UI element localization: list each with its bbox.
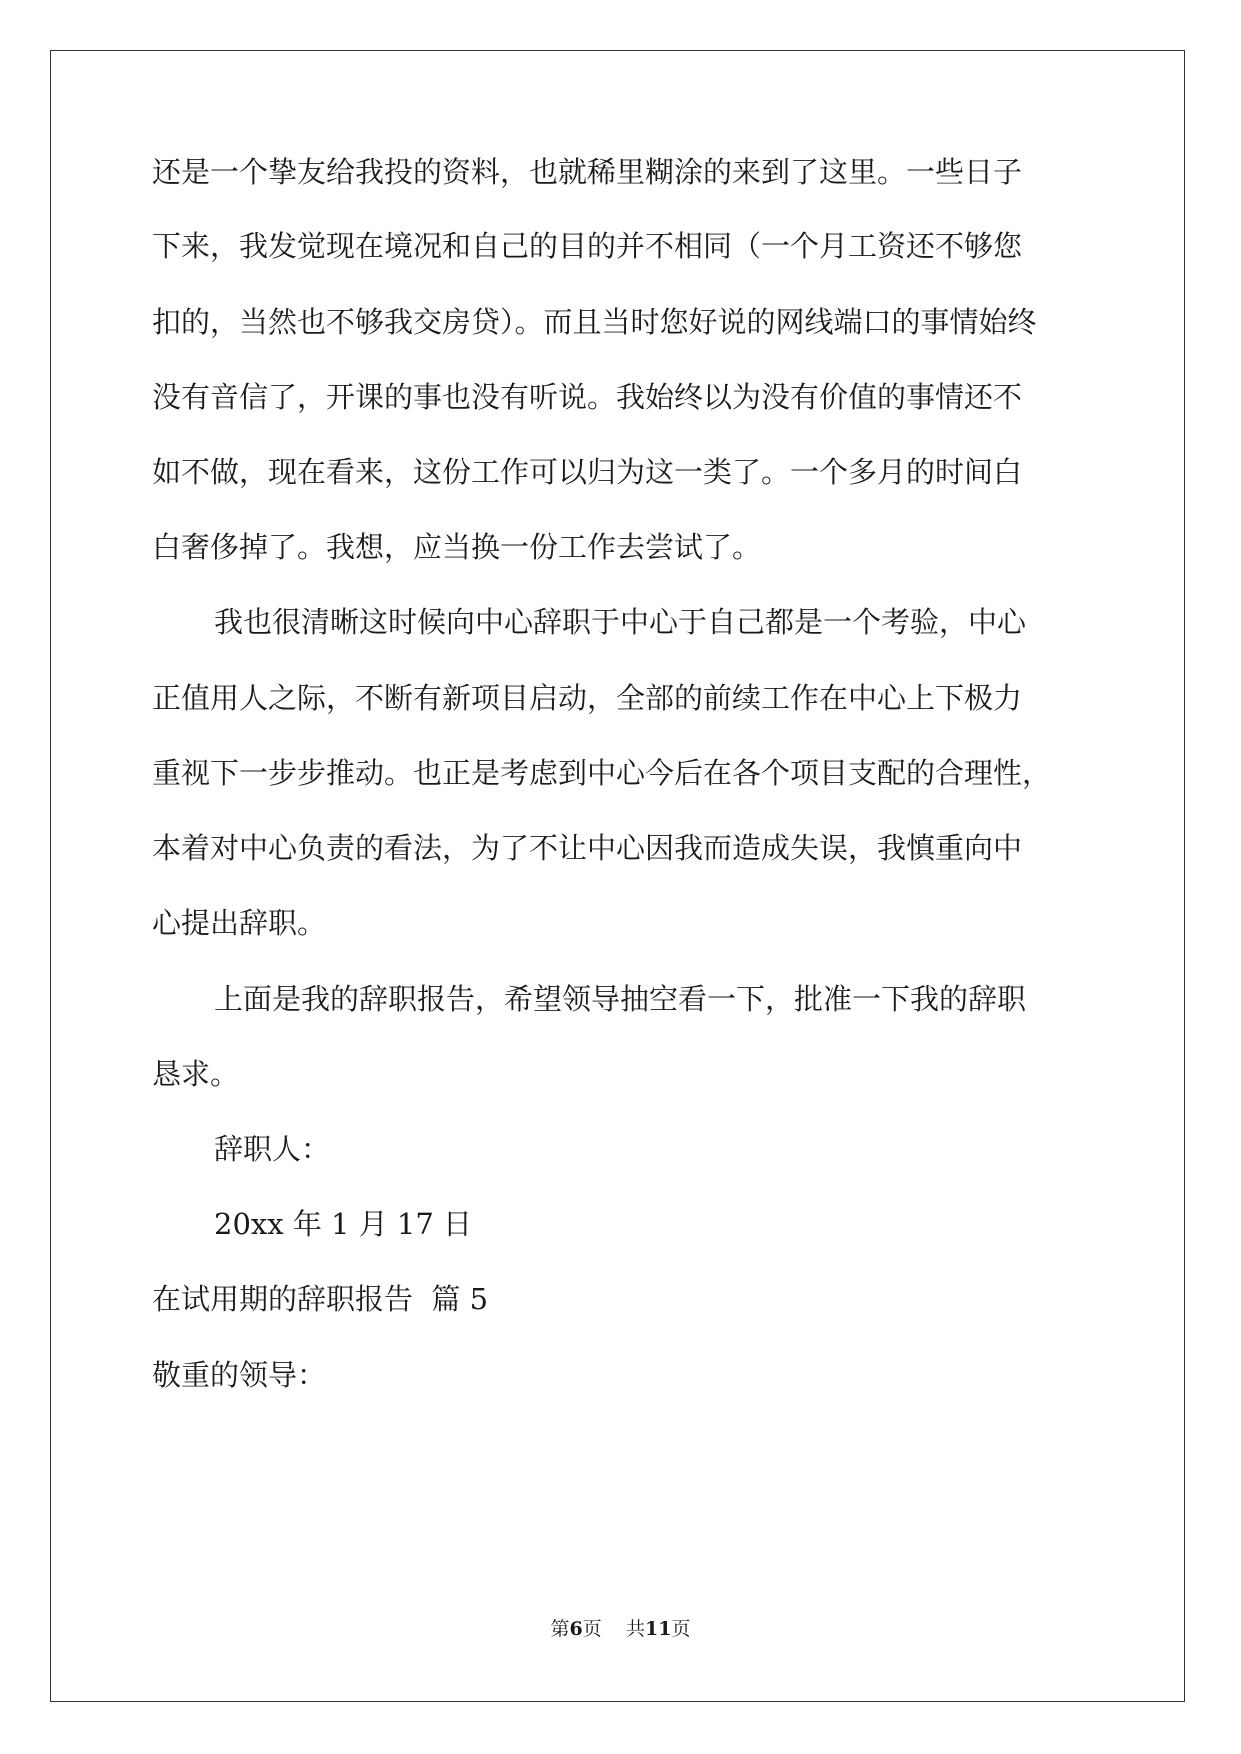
date-line: 20xx 年 1 月 17 日 (214, 1207, 473, 1241)
page-suffix: 页 (582, 1618, 602, 1640)
text-line: 本着对中心负责的看法，为了不让中心因我而造成失误，我慎重向中 (152, 831, 1023, 865)
text-line: 还是一个挚友给我投的资料，也就稀里糊涂的来到了这里。一些日子 (152, 155, 1023, 189)
text-line: 没有音信了，开课的事也没有听说。我始终以为没有价值的事情还不 (152, 380, 1023, 414)
text-line: 重视下一步步推动。也正是考虑到中心今后在各个项目支配的合理性， (152, 756, 1052, 790)
text-line: 心提出辞职。 (152, 906, 327, 940)
page-footer (0, 1614, 1241, 1641)
page-border (50, 50, 1185, 1702)
total-suffix: 页 (671, 1618, 691, 1640)
signature-label: 辞职人： (214, 1132, 331, 1166)
page-number: 6 (569, 1618, 583, 1640)
text-line: 我也很清晰这时候向中心辞职于中心于自己都是一个考验，中心 (214, 605, 1027, 639)
section-heading: 在试用期的辞职报告 篇 5 (152, 1282, 489, 1316)
text-line: 下来，我发觉现在境况和自己的目的并不相同（一个月工资还不够您 (152, 229, 1023, 263)
page-prefix: 第 (550, 1618, 570, 1640)
text-line: 上面是我的辞职报告，希望领导抽空看一下，批准一下我的辞职 (214, 982, 1027, 1016)
total-pages: 11 (644, 1618, 672, 1640)
text-line: 白奢侈掉了。我想，应当换一份工作去尝试了。 (152, 530, 762, 564)
text-line: 如不做，现在看来，这份工作可以归为这一类了。一个多月的时间白 (152, 455, 1023, 489)
text-line: 扣的，当然也不够我交房贷）。而且当时您好说的网线端口的事情始终 (152, 305, 1037, 339)
text-line: 恳求。 (152, 1057, 240, 1091)
total-prefix: 共 (625, 1618, 645, 1640)
salutation: 敬重的领导： (152, 1358, 327, 1392)
text-line: 正值用人之际，不断有新项目启动，全部的前续工作在中心上下极力 (152, 681, 1023, 715)
